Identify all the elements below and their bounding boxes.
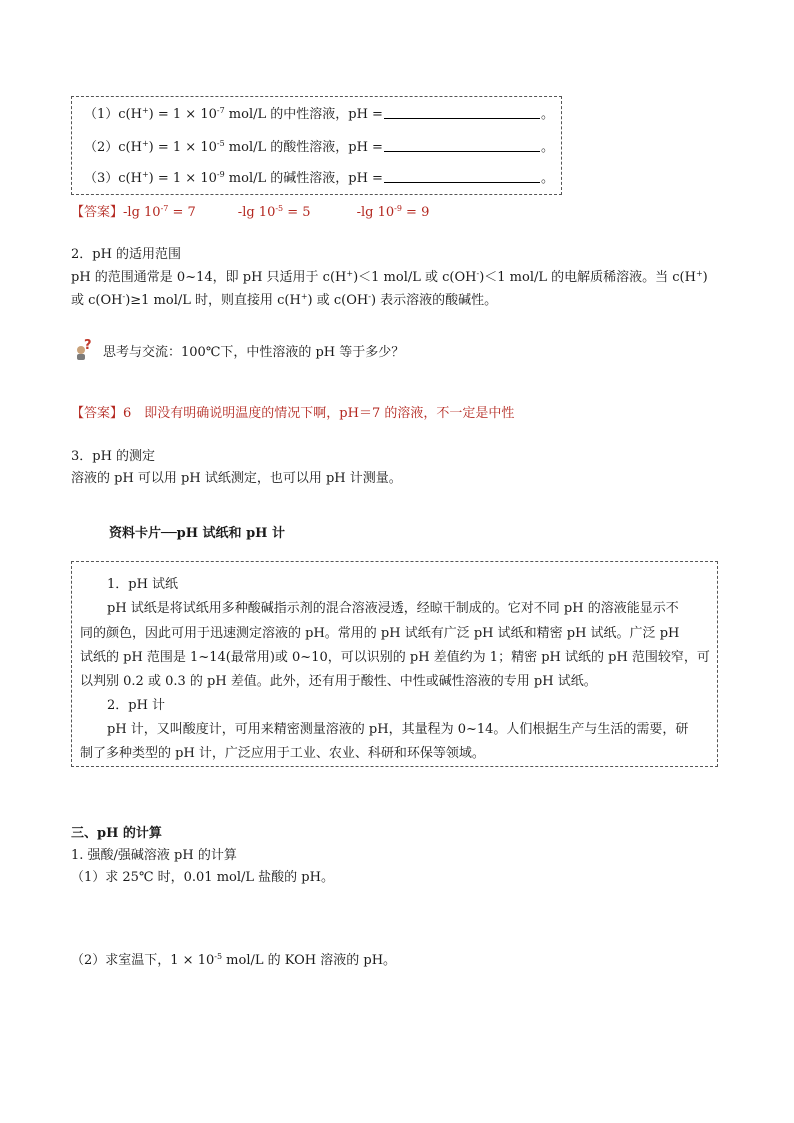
card-p1-line-2: 同的颜色，因此可用于迅速测定溶液的 pH。常用的 pH 试纸有广泛 pH 试纸和精密 pH 试纸。广泛 pH [80, 626, 680, 641]
section-3-text: 溶液的 pH 可以用 pH 试纸测定，也可以用 pH 计测量。 [71, 471, 402, 486]
calc-question-2: （2）求室温下，$1 \times 10^{-5}$ mol/L 的 KOH 溶液的 pH。 [71, 952, 397, 968]
question-person-icon [73, 337, 95, 361]
calc-question-1: （1）求 25℃ 时，0.01 mol/L 盐酸的 pH。 [71, 870, 334, 885]
think-discuss-text: 思考与交流：100℃下，中性溶液的 pH 等于多少？ [103, 345, 405, 360]
svg-text:?: ? [84, 338, 92, 353]
answer-line-2: 【答案】6 即没有明确说明温度的情况下啊，pH＝7 的溶液，不一定是中性 [71, 406, 515, 421]
section-3-title: 3．pH 的测定 [71, 449, 156, 464]
calc-section-title: 三、pH 的计算 [71, 826, 162, 841]
calc-subtitle: 1. 强酸/强碱溶液 pH 的计算 [71, 848, 237, 863]
answer-blank-2[interactable] [384, 139, 540, 152]
answer-blank-3[interactable] [384, 170, 540, 183]
card-p1-line-3: 试纸的 pH 范围是 1~14(最常用)或 0~10，可以识别的 pH 差值约为 1；精密 pH 试纸的 pH 范围较窄，可 [80, 650, 710, 665]
exercise-q1: $(1)c(H^+) = 1 \times 10^{-7}$ mol/L 的中性溶液，pH = 。 [84, 106, 554, 122]
card-p2-line-1: pH 计，又叫酸度计，可用来精密测量溶液的 pH，其量程为 0~14。人们根据生产与生活的需要，研 [107, 722, 689, 737]
section-2-line-1: pH 的范围通常是 0~14，即 pH 只适用于 c(H+)＜1 mol/L 或 c(OH-)＜1 mol/L 的电解质稀溶液。当 c(H+) [71, 269, 708, 285]
section-2-line-2: 或 c(OH-)≥1 mol/L 时，则直接用 c(H+) 或 c(OH-) 表示溶液的酸碱性。 [71, 292, 498, 308]
card-p2-line-2: 制了多种类型的 pH 计，广泛应用于工业、农业、科研和环保等领域。 [80, 746, 485, 761]
answer-tag: 【答案】 [71, 205, 124, 220]
answer-blank-1[interactable] [384, 106, 540, 119]
question-person-icon-graphic [73, 337, 95, 361]
exercise-q2: $(2)c(H^+) = 1 \times 10^{-5}$ mol/L 的酸性溶液，pH = 。 [84, 139, 554, 155]
card-heading-2: 2．pH 计 [107, 698, 166, 713]
info-card-title: 资料卡片──pH 试纸和 pH 计 [109, 526, 285, 541]
answer-line-1: 【答案】-lg $10^{-7} = 7$ -lg $10^{-5} = 5$ -lg $10^{-9} = 9$ [71, 204, 430, 220]
section-2-title: 2．pH 的适用范围 [71, 247, 182, 262]
card-p1-line-1: pH 试纸是将试纸用多种酸碱指示剂的混合溶液浸透，经晾干制成的。它对不同 pH 的溶液能显示不 [107, 601, 679, 616]
card-p1-line-4: 以判别 0.2 或 0.3 的 pH 差值。此外，还有用于酸性、中性或碱性溶液的专用 pH 试纸。 [80, 674, 597, 689]
card-heading-1: 1．pH 试纸 [107, 577, 179, 592]
exercise-q3: $(3)c(H^+) = 1 \times 10^{-9}$ mol/L 的碱性溶液，pH = 。 [84, 170, 554, 186]
